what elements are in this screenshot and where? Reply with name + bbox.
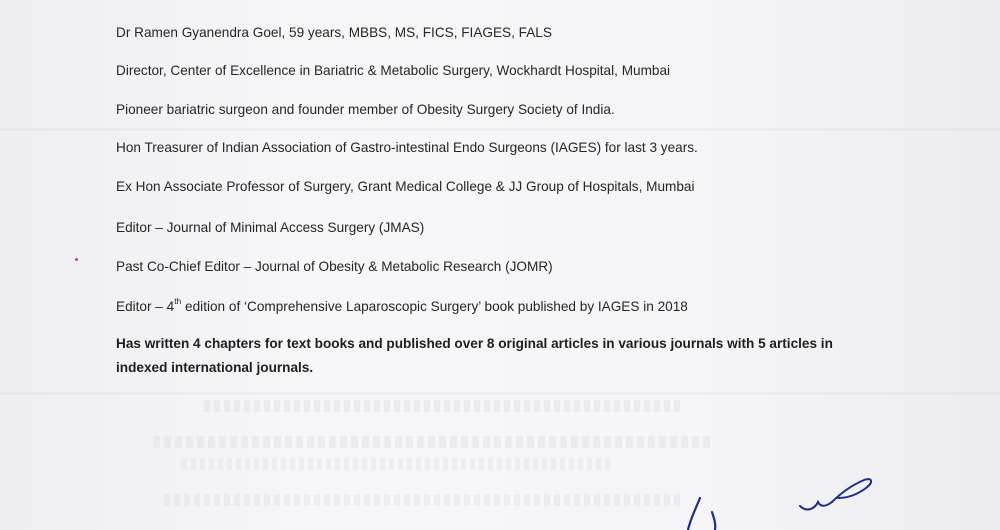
show-through-text xyxy=(160,494,680,506)
summary-line-2: indexed international journals. xyxy=(116,360,314,375)
director-line: Director, Center of Excellence in Bariatric & Metabolic Surgery, Wockhardt Hospital, Mumbai xyxy=(116,63,671,78)
ink-dot xyxy=(75,258,78,261)
jmas-editor-line: Editor – Journal of Minimal Access Surgery (JMAS) xyxy=(116,220,425,235)
show-through-text xyxy=(200,400,680,412)
book-editor-line xyxy=(116,298,688,316)
book-editor-suffix: edition of ‘Comprehensive Laparoscopic Surgery’ book published by IAGES in 2018 xyxy=(181,299,688,314)
book-editor-prefix: Editor – 4 xyxy=(116,299,175,314)
paper-fold xyxy=(0,392,1000,395)
pioneer-line: Pioneer bariatric surgeon and founder member of Obesity Surgery Society of India. xyxy=(116,102,615,117)
show-through-text xyxy=(150,436,710,448)
show-through-text xyxy=(180,458,610,470)
treasurer-line: Hon Treasurer of Indian Association of Gastro-intestinal Endo Surgeons (IAGES) for last 3 years. xyxy=(116,140,698,155)
handwritten-signature xyxy=(682,468,882,530)
ordinal-superscript: th xyxy=(174,296,182,306)
jomr-editor-line: Past Co-Chief Editor – Journal of Obesity & Metabolic Research (JOMR) xyxy=(116,259,553,274)
summary-line-1: Has written 4 chapters for text books and published over 8 original articles in various journals with 5 articles in xyxy=(116,336,833,351)
credentials-line: Dr Ramen Gyanendra Goel, 59 years, MBBS, MS, FICS, FIAGES, FALS xyxy=(116,25,552,40)
professor-line: Ex Hon Associate Professor of Surgery, Grant Medical College & JJ Group of Hospitals, Mumbai xyxy=(116,179,695,194)
paper-fold xyxy=(0,128,1000,131)
